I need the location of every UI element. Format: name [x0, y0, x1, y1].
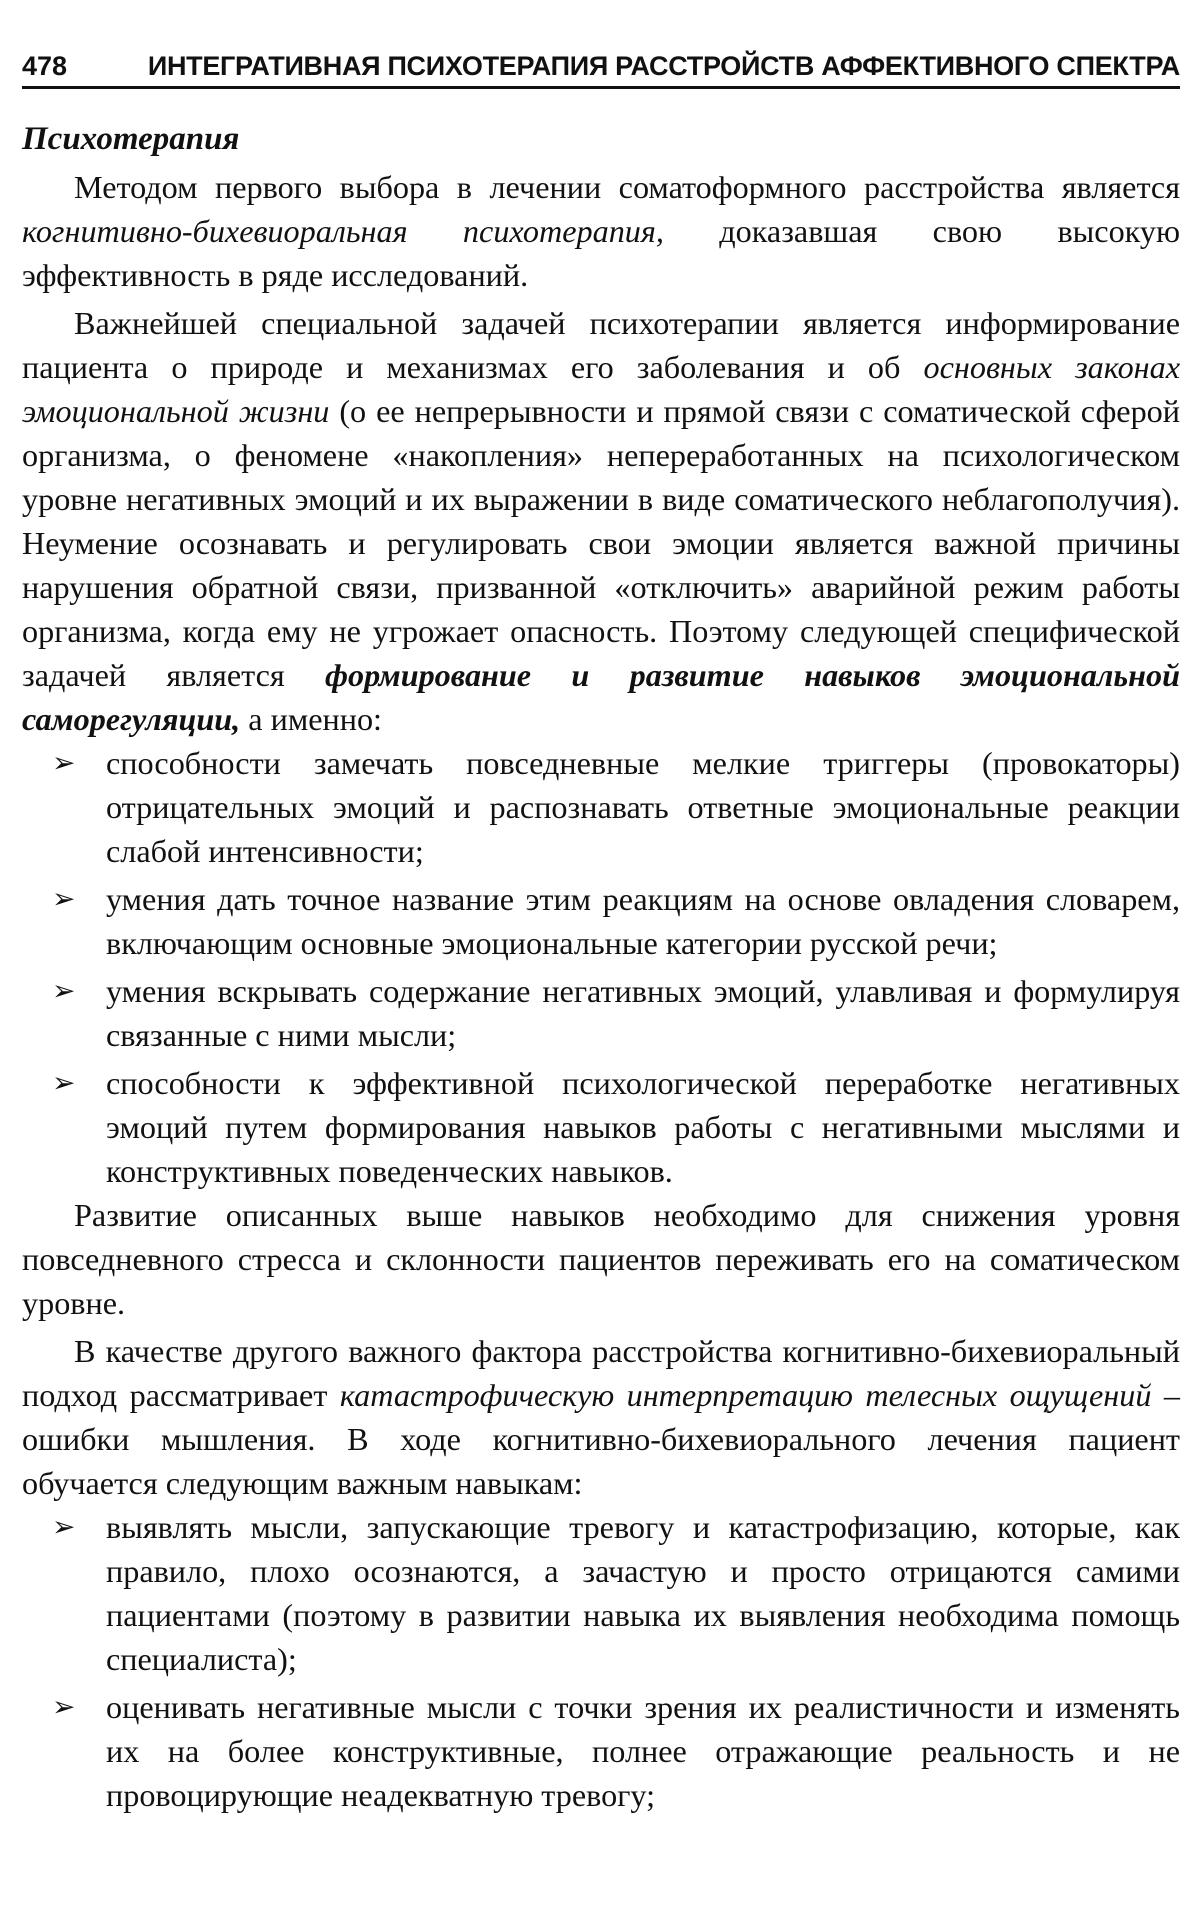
arrowhead-bullet-icon: ➢	[52, 1510, 76, 1543]
running-header	[22, 46, 1180, 89]
arrowhead-bullet-icon: ➢	[52, 974, 76, 1007]
running-title: ИНТЕГРАТИВНАЯ ПСИХОТЕРАПИЯ РАССТРОЙСТВ АФФЕКТИВНОГО СПЕКТРА	[147, 51, 1180, 81]
list-item-text: оценивать негативные мысли с точки зрения их реалистичности и изменять их на более конструктивные, полнее отражающие реальность и не провоцирующие неадекватную тревогу;	[106, 1689, 1180, 1813]
text-run: В качестве другого важного фактора расстройства когнитивно-бихевиоральный подход рассматривает	[22, 1333, 1180, 1413]
list-item	[22, 877, 1180, 965]
text-run: доказавшая свою высокую эффективность в ряде исследований.	[22, 213, 1180, 293]
arrowhead-bullet-icon: ➢	[52, 1066, 76, 1099]
list-item	[22, 741, 1180, 873]
paragraph-tasks	[22, 301, 1180, 741]
list-item-text: умения вскрывать содержание негативных эмоций, улавливая и формулируя связанные с ними мысли;	[106, 973, 1180, 1053]
list-item-text: способности замечать повседневные мелкие триггеры (провокаторы) отрицательных эмоций и распознавать ответные эмоциональные реакции слабой интенсивности;	[106, 745, 1180, 869]
skills-list-cognitive	[22, 1505, 1180, 1817]
text-run: Важнейшей специальной задачей психотерапии является информирование пациента о природе и механизмах его заболевания и об	[22, 305, 1180, 385]
list-item-text: выявлять мысли, запускающие тревогу и катастрофизацию, которые, как правило, плохо осознаются, а зачастую и просто отрицаются самими пациентами (поэтому в развитии навыка их выявления необходима помощь специалиста);	[106, 1509, 1180, 1677]
list-item	[22, 1505, 1180, 1681]
text-run: а именно:	[240, 701, 382, 737]
list-item-text: способности к эффективной психологической переработке негативных эмоций путем формирования навыков работы с негативными мыслями и конструктивных поведенческих навыков.	[106, 1065, 1180, 1189]
text-run: Методом первого выбора в лечении соматоформного расстройства является	[74, 169, 1180, 205]
text-run: – ошибки мышления. В ходе когнитивно-бихевиорального лечения пациент обучается следующим важным навыкам:	[22, 1377, 1181, 1501]
arrowhead-bullet-icon: ➢	[52, 1690, 76, 1723]
arrowhead-bullet-icon: ➢	[52, 882, 76, 915]
list-item	[22, 969, 1180, 1057]
paragraph-stress: Развитие описанных выше навыков необходимо для снижения уровня повседневного стресса и склонности пациентов переживать его на соматическом уровне.	[22, 1197, 1180, 1321]
paragraph-first-choice	[22, 165, 1180, 297]
page-body	[22, 117, 1180, 1817]
page-number: 478	[22, 51, 68, 81]
italic-term: основных законах эмоциональной жизни	[22, 349, 1181, 429]
list-item-text: умения дать точное название этим реакциям на основе овладения словарем, включающим основные эмоциональные категории русской речи;	[106, 881, 1180, 961]
bold-italic-term: формирование и развитие навыков эмоциональной саморегуляции,	[22, 657, 1181, 737]
paragraph-cognitive	[22, 1329, 1180, 1505]
skills-list-emotional	[22, 741, 1180, 1193]
text-run: (о ее непрерывности и прямой связи с соматической сферой организма, о феномене «накопления» непереработанных на психологическом уровне негативных эмоций и их выражении в виде соматического неблагополучия). Неумение осознавать и регулировать свои эмоции является важной причины нарушения обратной связи, призванной «отключить» аварийной режим работы организма, когда ему не угрожает опасность. Поэтому следующей специфической задачей является	[22, 393, 1180, 693]
italic-term: катастрофическую интерпретацию телесных ощущений	[339, 1377, 1152, 1413]
list-item	[22, 1685, 1180, 1817]
italic-term: когнитивно-бихевиоральная психотерапия,	[22, 213, 664, 249]
arrowhead-bullet-icon: ➢	[52, 746, 76, 779]
list-item	[22, 1061, 1180, 1193]
section-heading: Психотерапия	[22, 121, 240, 157]
